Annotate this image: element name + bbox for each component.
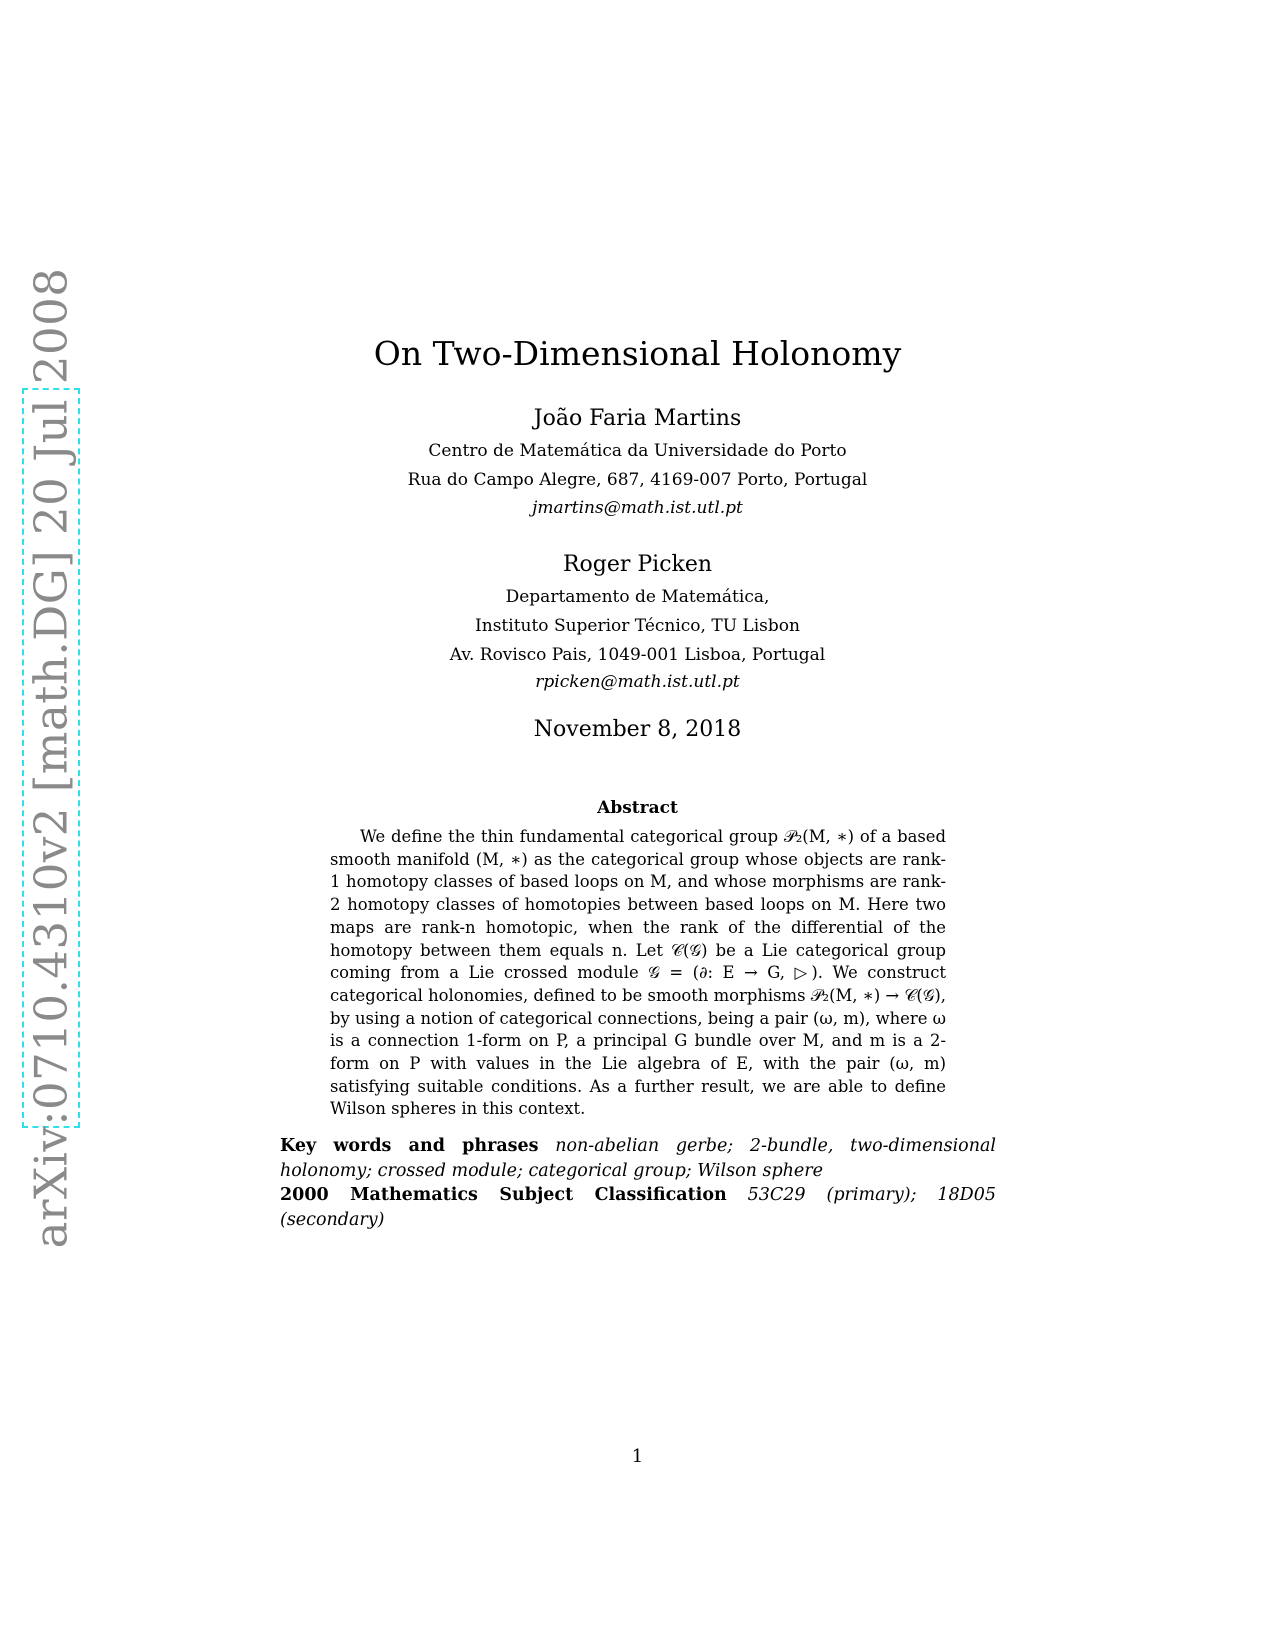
msc-value: 53C29 (primary); 18D05 (secondary) — [280, 1185, 996, 1230]
keywords-label: Key words and phrases — [280, 1136, 539, 1156]
msc-paragraph — [280, 1183, 996, 1232]
author-email[interactable]: jmartins@math.ist.utl.pt — [532, 498, 743, 518]
author-name: Roger Picken — [562, 552, 713, 577]
author-affiliation — [0, 437, 1275, 495]
affiliation-line: Rua do Campo Alegre, 687, 4169-007 Porto, Portugal — [407, 470, 868, 490]
author-name: João Faria Martins — [533, 406, 742, 431]
msc-label: 2000 Mathematics Subject Classification — [280, 1185, 727, 1205]
keywords-block — [280, 1134, 996, 1232]
keywords-paragraph — [280, 1134, 996, 1183]
abstract-body: We define the thin fundamental categorical group 𝒫₂(M, ∗) of a based smooth manifold (M, ∗) as the categorical group whose objects are rank-1 homotopy classes of based loops on M, and whose morphisms are rank-2 homotopy classes of homotopies between based loops on M. Here two maps are rank-n homotopic, when the rank of the differential of the homotopy between them equals n. Let 𝒞(𝒢) be a Lie categorical group coming from a Lie crossed module 𝒢 = (∂: E → G, ▷). We construct categorical holonomies, defined to be smooth morphisms 𝒫₂(M, ∗) → 𝒞(𝒢), by using a notion of categorical connections, being a pair (ω, m), where ω is a connection 1-form on P, a principal G bundle over M, and m is a 2-form on P with values in the Lie algebra of E, with the pair (ω, m) satisfying suitable conditions. As a further result, we are able to define Wilson spheres in this context. — [330, 827, 946, 1119]
arxiv-identifier[interactable]: arXiv:0710.4310v2 [math.DG] 20 Jul 2008 — [24, 267, 78, 1249]
author-email[interactable]: rpicken@math.ist.utl.pt — [535, 672, 740, 692]
affiliation-line: Instituto Superior Técnico, TU Lisbon — [475, 616, 800, 636]
abstract-heading: Abstract — [597, 798, 678, 818]
affiliation-line: Departamento de Matemática, — [505, 587, 770, 607]
paper-title: On Two-Dimensional Holonomy — [373, 334, 902, 373]
affiliation-line: Av. Rovisco Pais, 1049-001 Lisboa, Portugal — [449, 645, 826, 665]
page-number: 1 — [631, 1446, 644, 1467]
keywords-value: non-abelian gerbe; 2-bundle, two-dimensional holonomy; crossed module; categorical group; Wilson sphere — [280, 1136, 996, 1181]
paper-date: November 8, 2018 — [533, 717, 742, 742]
affiliation-line: Centro de Matemática da Universidade do Porto — [428, 441, 847, 461]
author-affiliation — [0, 583, 1275, 670]
